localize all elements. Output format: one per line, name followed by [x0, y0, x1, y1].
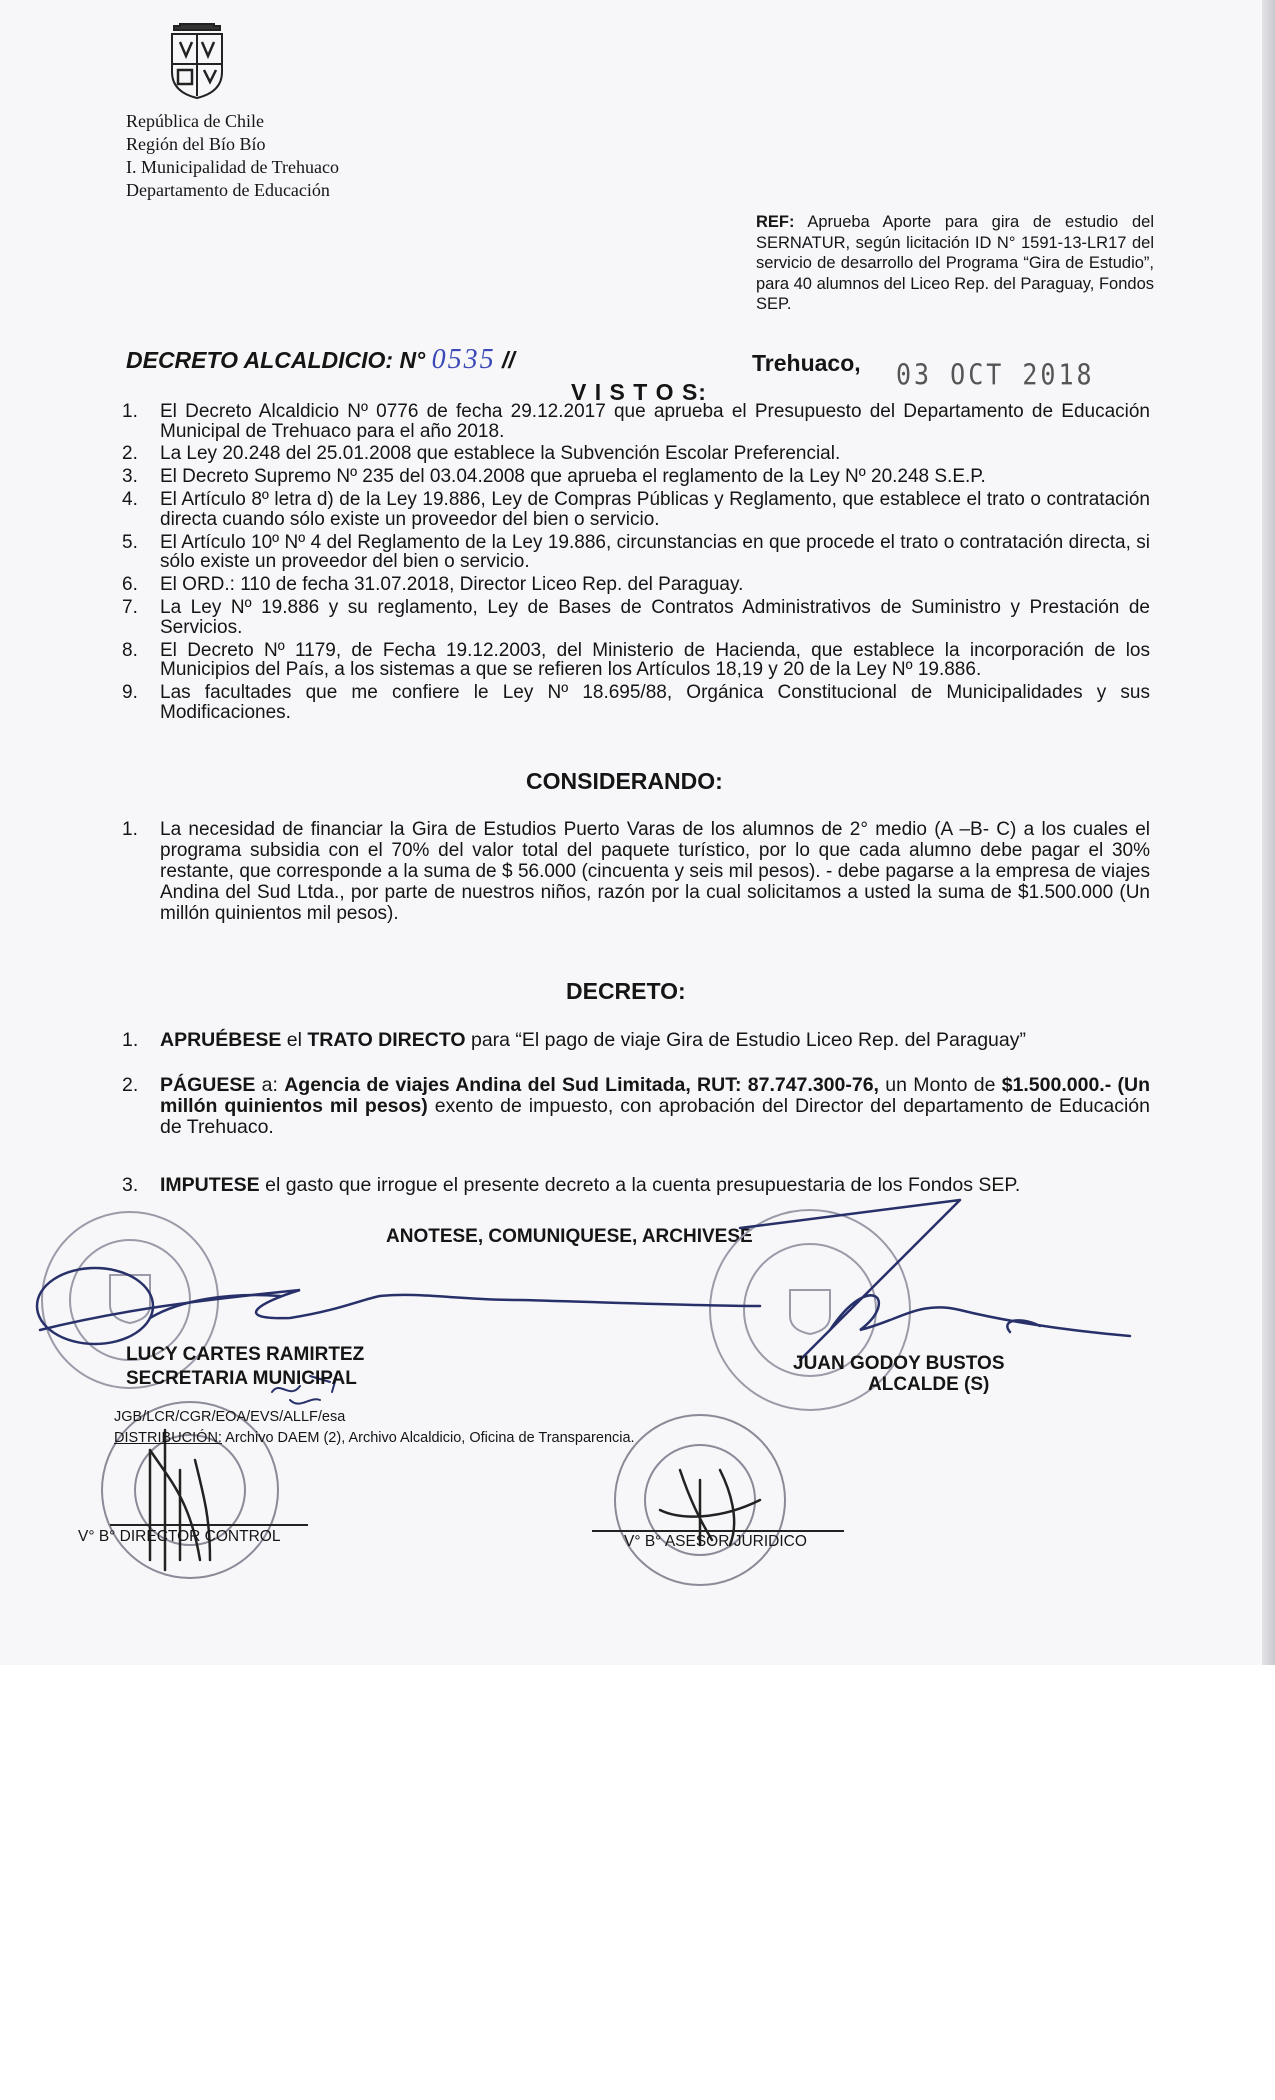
decree-place: Trehuaco,: [752, 350, 861, 376]
vistos-item-num: 6.: [122, 574, 138, 596]
ref-label: REF:: [756, 213, 795, 231]
signer-right-name: JUAN GODOY BUSTOS: [793, 1353, 1005, 1374]
decree-number: 0535: [431, 344, 496, 375]
decreto-item-3-text: el gasto que irrogue el presente decreto a la cuenta presupuestaria de los Fondos SEP.: [259, 1174, 1021, 1196]
decreto-item-1-bold: TRATO DIRECTO: [307, 1029, 466, 1051]
decreto-item-2-text-a: a:: [255, 1074, 285, 1096]
decreto-item-3-num: 3.: [122, 1174, 139, 1196]
decreto-item-2-amount: $1.500.000.- (Un millón quinientos mil pesos): [160, 1074, 1150, 1117]
decree-suffix: //: [502, 347, 515, 373]
vistos-item-num: 7.: [122, 597, 138, 619]
vistos-item-text: El ORD.: 110 de fecha 31.07.2018, Director Liceo Rep. del Paraguay.: [160, 574, 744, 596]
vistos-item-text: La Ley 20.248 del 25.01.2008 que establece la Subvención Escolar Preferencial.: [160, 443, 841, 465]
signer-right-title: ALCALDE (S): [868, 1374, 990, 1395]
distribution-label: DISTRIBUCIÓN:: [114, 1430, 222, 1446]
vb-control-label: V° B° DIRECTOR CONTROL: [78, 1528, 281, 1545]
vistos-item-num: 3.: [122, 466, 138, 488]
decreto-item-1-num: 1.: [122, 1029, 139, 1051]
considerando-heading: CONSIDERANDO:: [526, 768, 723, 794]
juridico-signature-line: [592, 1530, 844, 1532]
header-country: República de Chile: [126, 111, 264, 131]
decreto-item-1-text-b: para “El pago de viaje Gira de Estudio Liceo Rep. del Paraguay”: [465, 1029, 1026, 1051]
decreto-item-2-num: 2.: [122, 1074, 139, 1096]
signature-left: [37, 1268, 760, 1344]
decreto-heading: DECRETO:: [566, 978, 686, 1004]
decreto-item-2-text-c: exento de impuesto, con aprobación del Director del departamento de Educación de Trehuaco.: [160, 1095, 1150, 1138]
vistos-item-text: El Decreto Nº 1179, de Fecha 19.12.2003, del Ministerio de Hacienda, que establece la incorporación de los Municipios del País, a los sistemas a que se refieren los Artículos 18,19 y 20 de la Ley Nº 19.886.: [160, 639, 1150, 681]
decreto-item-3-verb: IMPUTESE: [160, 1174, 260, 1196]
vistos-item-text: La Ley Nº 19.886 y su reglamento, Ley de Bases de Contratos Administrativos de Suministro y Prestación de Servicios.: [160, 597, 1150, 638]
vistos-item-text: El Artículo 10º Nº 4 del Reglamento de la Ley 19.886, circunstancias en que procede el trato o contratación directa, si sólo existe un proveedor del bien o servicio.: [160, 531, 1150, 573]
vistos-item-text: El Decreto Alcaldicio Nº 0776 de fecha 29.12.2017 que aprueba el Presupuesto del Departamento de Educación Municipal de Trehuaco para el año 2018.: [160, 401, 1150, 442]
distribution-text: Archivo DAEM (2), Archivo Alcaldicio, Oficina de Transparencia.: [221, 1430, 635, 1446]
decreto-item-1-verb: APRUÉBESE: [160, 1029, 282, 1051]
vistos-item-num: 9.: [122, 682, 138, 704]
signature-right: [740, 1200, 1130, 1360]
header-region: Región del Bío Bío: [126, 134, 266, 154]
vistos-item-num: 4.: [122, 489, 138, 511]
header-department: Departamento de Educación: [126, 180, 330, 200]
considerando-text: La necesidad de financiar la Gira de Estudios Puerto Varas de los alumnos de 2° medio (A –B- C) a los cuales el programa subsidia con el 70% del valor total del paquete turístico, por lo que cada alumno debe pagar el 30% restante, que corresponde a la suma de $ 56.000 (cincuenta y seis mil pesos). - debe pagarse a la empresa de viajes Andina del Sud Ltda., por parte de nuestros niños, razón por la cual solicitamos a usted la suma de $1.500.000 (Un millón quinientos mil pesos).: [160, 819, 1150, 924]
signature-control: [150, 1430, 210, 1570]
vistos-item-num: 1.: [122, 401, 138, 422]
decreto-item-2-verb: PÁGUESE: [160, 1074, 256, 1096]
vistos-heading: V I S T O S:: [571, 379, 707, 405]
signer-left-name: LUCY CARTES RAMIRTEZ: [126, 1344, 365, 1365]
decreto-item-1-text-a: el: [281, 1029, 308, 1051]
vistos-item-num: 5.: [122, 531, 138, 553]
control-signature-line: [110, 1524, 308, 1526]
initials: JGB/LCR/CGR/EOA/EVS/ALLF/esa: [114, 1409, 346, 1425]
header-municipality: I. Municipalidad de Trehuaco: [126, 157, 339, 177]
closing-formula: ANOTESE, COMUNIQUESE, ARCHIVESE: [386, 1226, 753, 1247]
ref-text: Aprueba Aporte para gira de estudio del SERNATUR, según licitación ID N° 1591-13-LR17 del servicio de desarrollo del Programa “Gira de Estudio”, para 40 alumnos del Liceo Rep. del Paraguay, Fondos SEP.: [756, 213, 1154, 313]
vistos-item-num: 2.: [122, 443, 138, 465]
control-stamp: [102, 1402, 278, 1578]
vb-juridico-label: V° B° ASESOR JURIDICO: [624, 1533, 807, 1550]
vistos-item-text: Las facultades que me confiere le Ley Nº 18.695/88, Orgánica Constitucional de Municipalidades y sus Modificaciones.: [160, 682, 1150, 723]
considerando-num: 1.: [122, 819, 138, 840]
date-stamp: 03 OCT 2018: [896, 357, 1095, 392]
decreto-item-2-text-b: un Monto de: [878, 1074, 1002, 1096]
vistos-item-text: El Artículo 8º letra d) de la Ley 19.886, Ley de Compras Públicas y Reglamento, que establece el trato o contratación directa cuando sólo existe un proveedor del bien o servicio.: [160, 489, 1150, 530]
distribution: [114, 1430, 635, 1446]
signer-left-title: SECRETARIA MUNICIPAL: [126, 1368, 357, 1389]
decreto-item-2-payee: Agencia de viajes Andina del Sud Limitada, RUT: 87.747.300-76,: [284, 1074, 879, 1096]
vistos-item-text: El Decreto Supremo Nº 235 del 03.04.2008 que aprueba el reglamento de la Ley Nº 20.248 S.E.P.: [160, 466, 986, 488]
signature-block-left: [126, 1343, 364, 1391]
vistos-item-num: 8.: [122, 639, 138, 661]
decree-title-text: DECRETO ALCALDICIO: N°: [126, 347, 426, 373]
